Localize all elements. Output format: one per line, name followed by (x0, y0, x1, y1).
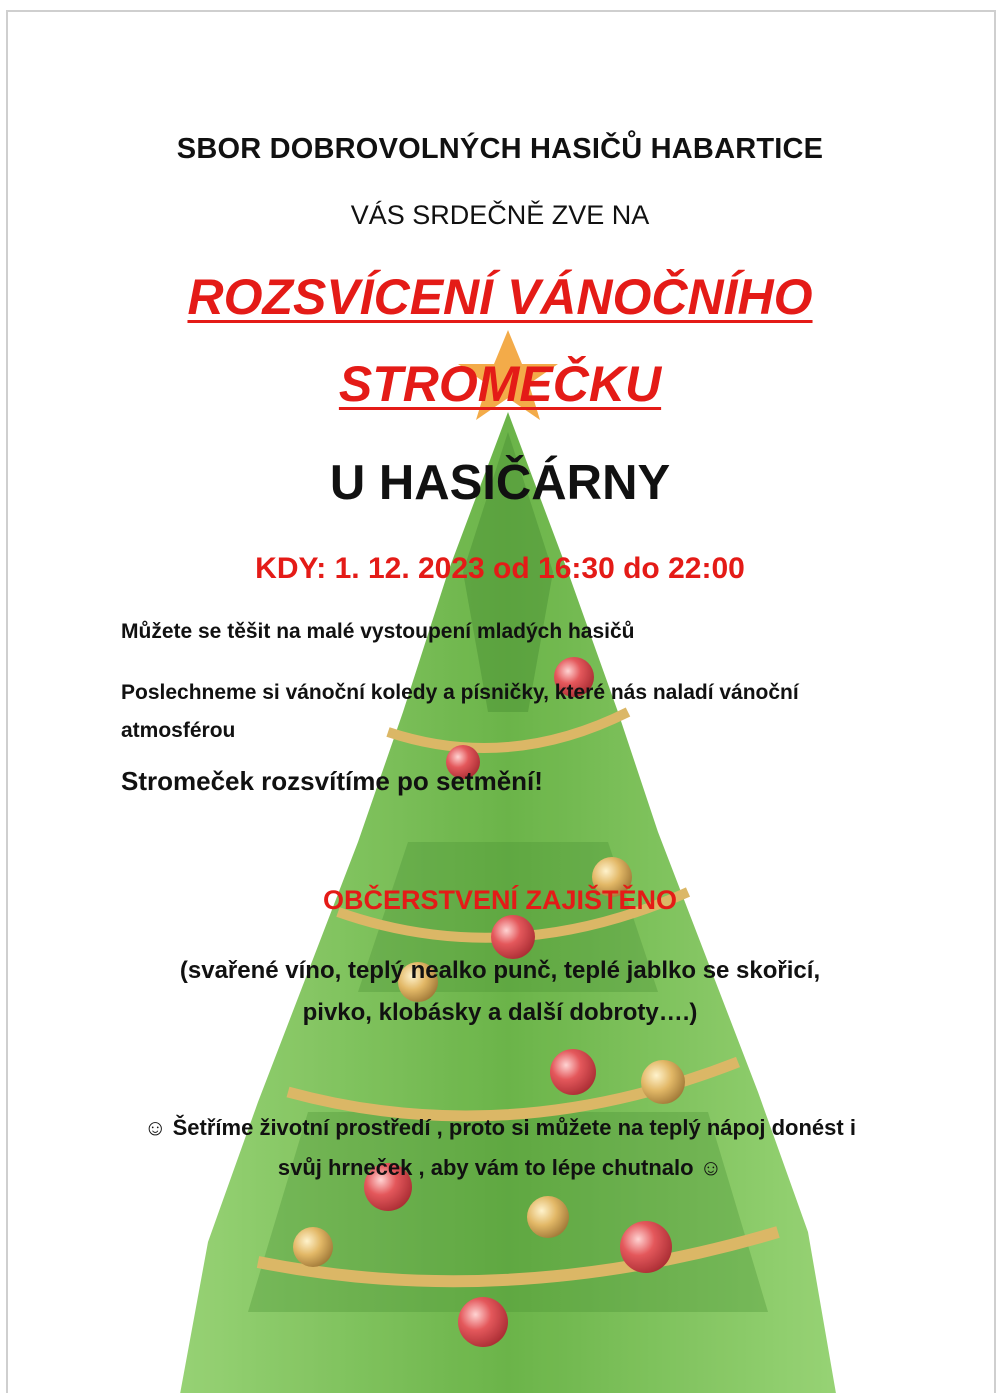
refreshments-list (0, 950, 1000, 1034)
eco-note-line-1: ☺ Šetříme životní prostředí , proto si můžete na teplý nápoj donést i (144, 1115, 856, 1140)
refreshments-line-1: (svařené víno, teplý nealko punč, teplé jablko se skořicí, (179, 957, 821, 984)
refreshments-line-2: pivko, klobásky a další dobroty….) (302, 999, 698, 1026)
event-location: U HASIČÁRNY (329, 456, 671, 510)
event-title-line-1: ROZSVÍCENÍ VÁNOČNÍHO (187, 269, 813, 325)
organizer-heading: SBOR DOBROVOLNÝCH HASIČŮ HABARTICE (176, 133, 824, 165)
program-item-carols: Poslechneme si vánoční koledy a písničky, které nás naladí vánoční atmosférou (121, 681, 799, 742)
program-item-lighting: Stromeček rozsvítíme po setmění! (121, 766, 543, 796)
eco-note-line-2: svůj hrneček , aby vám to lépe chutnalo ☺ (277, 1155, 723, 1180)
event-title-line-2: STROMEČKU (338, 356, 662, 412)
invite-line: VÁS SRDEČNĚ ZVE NA (350, 200, 650, 230)
refreshments-heading: OBČERSTVENÍ ZAJIŠTĚNO (322, 885, 678, 915)
program-item-performance: Můžete se těšit na malé vystoupení mladých hasičů (121, 620, 635, 643)
eco-note (0, 1108, 1000, 1188)
event-date-time: KDY: 1. 12. 2023 od 16:30 do 22:00 (255, 552, 745, 585)
